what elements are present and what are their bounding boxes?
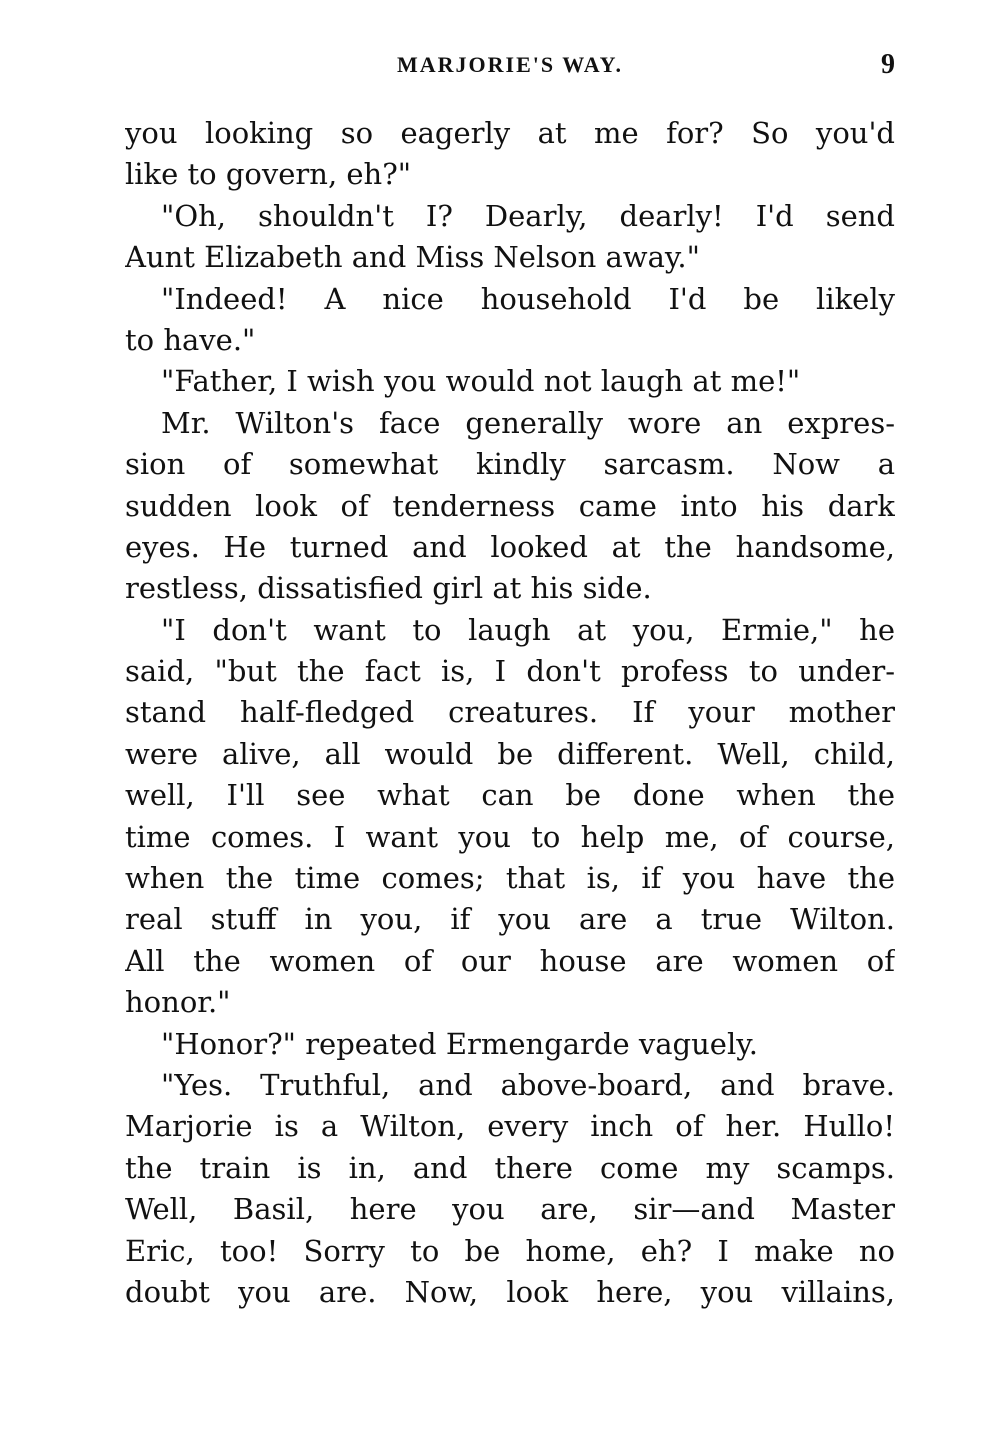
text-line: "Oh, shouldn't I? Dearly, dearly! I'd send — [161, 198, 895, 233]
text-line: you looking so eagerly at me for? So you'd — [125, 116, 895, 150]
running-title: MARJORIE'S WAY. — [396, 52, 624, 77]
text-line: the train is in, and there come my scamps. — [125, 1150, 895, 1185]
text-line: Aunt Elizabeth and Miss Nelson away." — [125, 240, 700, 275]
text-line: doubt you are. Now, look here, you villains, — [125, 1274, 895, 1309]
text-line: eyes. He turned and looked at the handsome, — [125, 529, 895, 564]
text-line: time comes. I want you to help me, of course, — [125, 819, 895, 854]
text-line: sudden look of tenderness came into his dark — [125, 488, 895, 523]
text-line: to have." — [125, 322, 256, 357]
text-line: sion of somewhat kindly sarcasm. Now a — [125, 447, 895, 482]
text-line: restless, dissatisfied girl at his side. — [125, 571, 652, 606]
text-line: were alive, all would be different. Well, child, — [125, 736, 895, 771]
text-line: honor." — [125, 985, 231, 1020]
text-line: "Father, I wish you would not laugh at me!" — [161, 364, 801, 399]
text-line: real stuff in you, if you are a true Wilton. — [125, 902, 895, 937]
text-line: "Indeed! A nice household I'd be likely — [161, 281, 895, 316]
text-line: said, "but the fact is, I don't profess to under- — [125, 654, 895, 689]
text-line: Mr. Wilton's face generally wore an expres- — [161, 405, 895, 440]
text-line: "Honor?" repeated Ermengarde vaguely. — [161, 1026, 758, 1061]
body-text — [125, 113, 895, 1313]
text-line: Marjorie is a Wilton, every inch of her. Hullo! — [125, 1109, 895, 1144]
text-line: Eric, too! Sorry to be home, eh? I make no — [125, 1233, 895, 1268]
text-line: well, I'll see what can be done when the — [125, 778, 895, 813]
running-header — [125, 48, 895, 82]
page-number: 9 — [881, 49, 895, 80]
text-line: like to govern, eh?" — [125, 157, 412, 192]
text-line: stand half-fledged creatures. If your mother — [125, 695, 895, 730]
text-line: when the time comes; that is, if you have the — [125, 861, 895, 896]
text-line: "I don't want to laugh at you, Ermie," he — [161, 612, 895, 647]
text-line: "Yes. Truthful, and above-board, and brave. — [161, 1067, 895, 1102]
text-line: Well, Basil, here you are, sir—and Master — [125, 1192, 895, 1227]
text-line: All the women of our house are women of — [125, 943, 895, 978]
